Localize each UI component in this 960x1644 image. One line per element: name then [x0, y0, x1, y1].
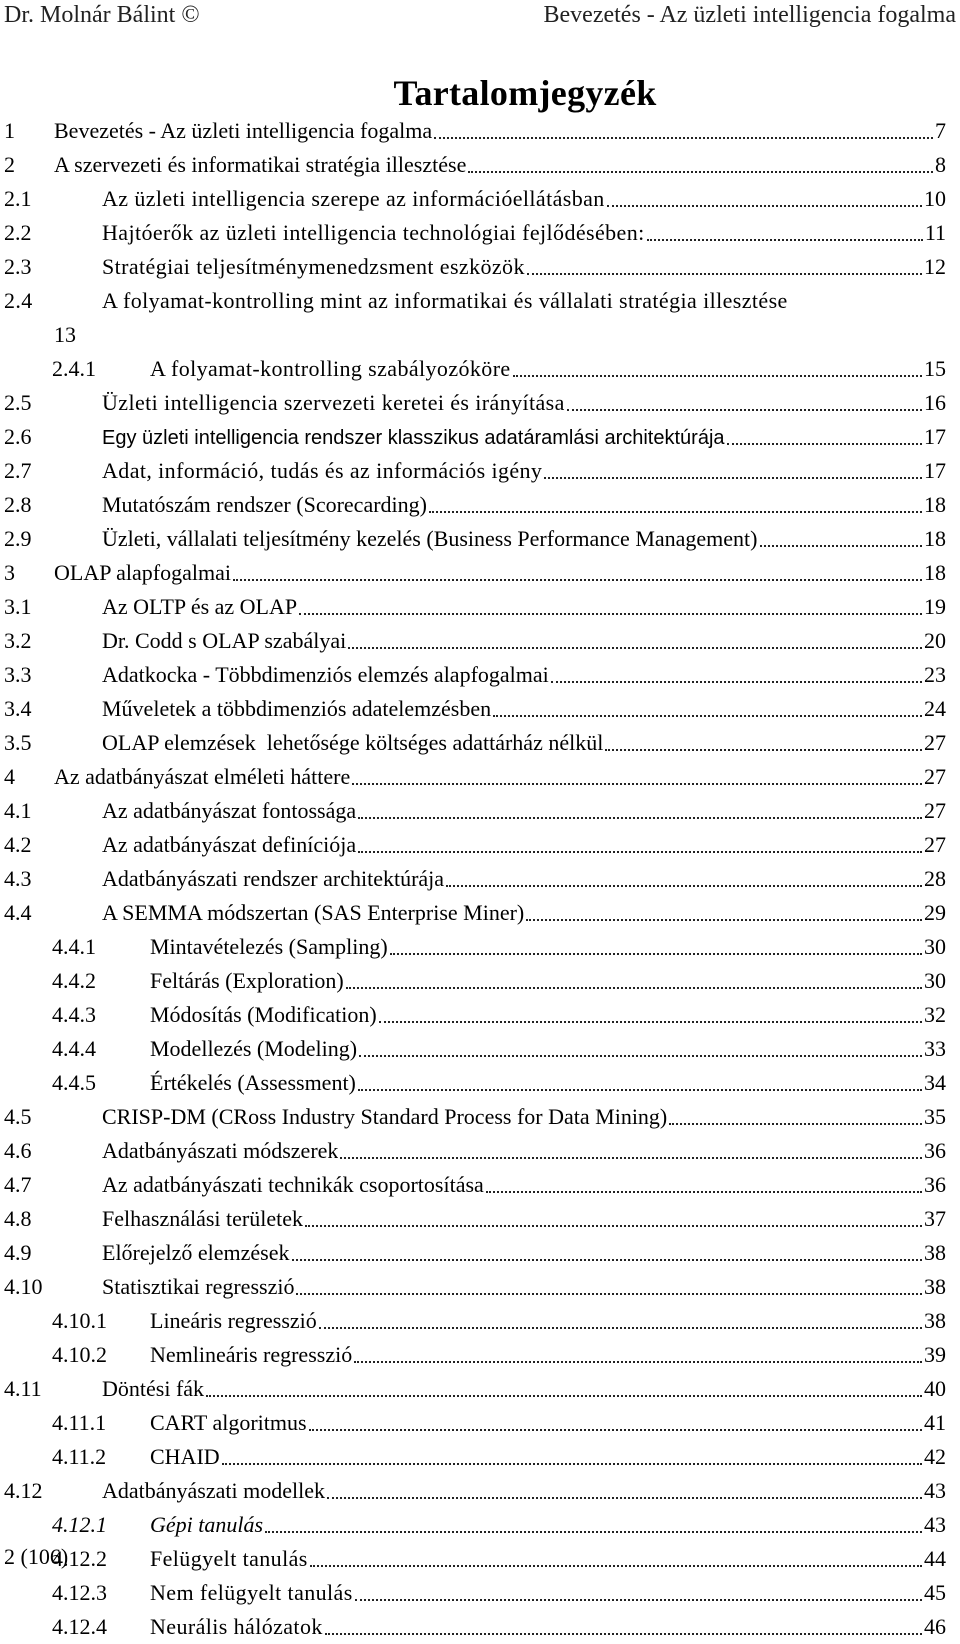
- toc-title: Az üzleti intelligencia szerepe az információellátásban: [102, 186, 605, 211]
- dot-leader: [727, 443, 922, 445]
- toc-title: Döntési fák: [102, 1376, 205, 1401]
- toc-number: 2.6: [4, 424, 32, 449]
- toc-entry[interactable]: [4, 964, 946, 998]
- toc-title: Mintavételezés (Sampling): [150, 934, 388, 959]
- toc-title: Dr. Codd s OLAP szabályai: [102, 628, 347, 653]
- toc-number: 4.12.3: [52, 1580, 107, 1605]
- dot-leader: [379, 1021, 922, 1023]
- toc-page: 40: [924, 1376, 946, 1401]
- toc-page: 34: [924, 1070, 946, 1095]
- dot-leader: [305, 1225, 922, 1227]
- toc-page: 24: [924, 696, 946, 721]
- toc-page: 7: [935, 118, 946, 143]
- toc-page: 27: [924, 764, 946, 789]
- toc-entry[interactable]: [4, 1338, 946, 1372]
- dot-leader: [292, 1259, 922, 1261]
- toc-title: CHAID: [150, 1444, 220, 1469]
- toc-title: Adat, információ, tudás és az információs igény: [102, 458, 543, 483]
- toc-number: 3.3: [4, 662, 32, 687]
- toc-entry[interactable]: [4, 148, 946, 182]
- dot-leader: [299, 613, 922, 615]
- toc-number: 4.10.1: [52, 1308, 107, 1333]
- toc-entry[interactable]: [4, 930, 946, 964]
- toc-entry[interactable]: [4, 1032, 946, 1066]
- toc-number: 4: [4, 764, 15, 789]
- toc-number: 4.1: [4, 798, 32, 823]
- dot-leader: [233, 579, 922, 581]
- toc-number: 2.4: [4, 288, 33, 313]
- toc-title: Nem felügyelt tanulás: [150, 1580, 353, 1605]
- toc-page: 43: [924, 1478, 946, 1503]
- toc-page: 19: [924, 594, 946, 619]
- toc-title: Neurális hálózatok: [150, 1614, 323, 1639]
- toc-number: 4.4: [4, 900, 32, 925]
- dot-leader: [222, 1463, 922, 1465]
- toc-page: 45: [924, 1580, 946, 1605]
- toc-entry[interactable]: [4, 1202, 946, 1236]
- toc-entry[interactable]: [4, 726, 946, 760]
- toc-number: 2.3: [4, 254, 32, 279]
- toc-title: Felhasználási területek: [102, 1206, 303, 1231]
- toc-number: 4.11.1: [52, 1410, 107, 1435]
- toc-number: 4.12.2: [52, 1546, 107, 1571]
- toc-number: 2.4.1: [52, 356, 96, 381]
- dot-leader: [513, 375, 922, 377]
- toc-entry[interactable]: [4, 284, 946, 352]
- toc-entry[interactable]: [4, 658, 946, 692]
- toc-page: 33: [924, 1036, 946, 1061]
- toc-entry[interactable]: [4, 1372, 946, 1406]
- toc-number: 4.12: [4, 1478, 43, 1503]
- toc-entry[interactable]: [4, 1134, 946, 1168]
- toc-number: 3: [4, 560, 15, 585]
- toc-page: 46: [924, 1614, 946, 1639]
- toc-entry[interactable]: [4, 862, 946, 896]
- toc-entry[interactable]: [4, 760, 946, 794]
- toc-entry[interactable]: [4, 114, 946, 148]
- toc-page: 38: [924, 1308, 946, 1333]
- toc-title: Lineáris regresszió: [150, 1308, 317, 1333]
- toc-title: A SEMMA módszertan (SAS Enterprise Miner): [102, 900, 525, 925]
- dot-leader: [359, 1055, 922, 1057]
- toc-entry[interactable]: [4, 828, 946, 862]
- toc-page: 28: [924, 866, 946, 891]
- toc-page: 43: [924, 1512, 946, 1537]
- toc-title: OLAP alapfogalmai: [54, 560, 231, 585]
- toc-number: 4.12.4: [52, 1614, 107, 1639]
- toc-title: Egy üzleti intelligencia rendszer klasszikus adatáramlási architektúrája: [102, 427, 725, 449]
- toc-page: 38: [924, 1240, 946, 1265]
- dot-leader: [358, 851, 922, 853]
- toc-page: 30: [924, 934, 946, 959]
- dot-leader: [527, 273, 922, 275]
- dot-leader: [486, 1191, 922, 1193]
- toc-number: 4.6: [4, 1138, 32, 1163]
- toc-page: 17: [924, 458, 946, 483]
- dot-leader: [265, 1531, 922, 1533]
- dot-leader: [309, 1429, 922, 1431]
- toc-page: 36: [924, 1172, 946, 1197]
- toc-number: 2.5: [4, 390, 32, 415]
- toc-title: Az adatbányászat elméleti háttere: [54, 764, 351, 789]
- toc-page: 23: [924, 662, 946, 687]
- toc-page: 41: [924, 1410, 946, 1435]
- toc-number: 4.4.5: [52, 1070, 96, 1095]
- toc-page: 15: [924, 356, 946, 381]
- toc-title: Nemlineáris regresszió: [150, 1342, 353, 1367]
- toc-page: 44: [924, 1546, 946, 1571]
- toc-number: 4.11.2: [52, 1444, 107, 1469]
- toc-page: 12: [924, 254, 946, 279]
- toc-number: 4.10.2: [52, 1342, 107, 1367]
- toc-entry[interactable]: [4, 488, 946, 522]
- running-header: [4, 2, 956, 29]
- toc-entry[interactable]: [4, 1168, 946, 1202]
- dot-leader: [206, 1395, 922, 1397]
- toc-number: 4.8: [4, 1206, 32, 1231]
- toc-entry[interactable]: [4, 522, 946, 556]
- dot-leader: [348, 647, 922, 649]
- toc-page: 18: [924, 560, 946, 585]
- toc-number: 4.4.1: [52, 934, 96, 959]
- toc-number: 2.9: [4, 526, 32, 551]
- toc-number: 2.1: [4, 186, 32, 211]
- toc-title: A folyamat-kontrolling mint az informatikai és vállalati stratégia illesztése: [102, 288, 788, 313]
- toc-number: 3.2: [4, 628, 32, 653]
- toc-entry[interactable]: [4, 1236, 946, 1270]
- toc-entry[interactable]: [4, 1508, 946, 1542]
- toc-number: 4.7: [4, 1172, 32, 1197]
- toc-title: Stratégiai teljesítménymenedzsment eszközök: [102, 254, 525, 279]
- toc-page: 32: [924, 1002, 946, 1027]
- toc-page: 27: [924, 798, 946, 823]
- dot-leader: [358, 817, 922, 819]
- toc-number: 3.5: [4, 730, 32, 755]
- dot-leader: [390, 953, 922, 955]
- toc-page: 18: [924, 492, 946, 517]
- toc-title: Hajtóerők az üzleti intelligencia technológiai fejlődésében:: [102, 220, 645, 245]
- toc-number: 4.11: [4, 1376, 42, 1401]
- toc-number: 2: [4, 152, 15, 177]
- toc-page: 42: [924, 1444, 946, 1469]
- toc-entry[interactable]: [4, 182, 946, 216]
- toc-page: 20: [924, 628, 946, 653]
- toc-page: 27: [924, 730, 946, 755]
- dot-leader: [319, 1327, 922, 1329]
- toc-number: 2.2: [4, 220, 32, 245]
- toc-number: 4.9: [4, 1240, 32, 1265]
- toc-page: 11: [924, 220, 946, 245]
- toc-entry[interactable]: [4, 1406, 946, 1440]
- toc-entry[interactable]: [4, 1542, 946, 1576]
- toc-entry[interactable]: [4, 624, 946, 658]
- dot-leader: [647, 239, 923, 241]
- toc-entry[interactable]: [4, 250, 946, 284]
- toc-title: Statisztikai regresszió: [102, 1274, 295, 1299]
- dot-leader: [352, 783, 922, 785]
- toc-title: Mutatószám rendszer (Scorecarding): [102, 492, 427, 517]
- toc-title: Üzleti, vállalati teljesítmény kezelés (Business Performance Management): [102, 526, 758, 551]
- toc-title: Adatkocka - Többdimenziós elemzés alapfogalmai: [102, 662, 549, 687]
- toc-page: 29: [924, 900, 946, 925]
- toc-page: 17: [924, 424, 946, 449]
- toc-title: Értékelés (Assessment): [150, 1070, 356, 1095]
- toc-title: Modellezés (Modeling): [150, 1036, 358, 1061]
- toc-page: 35: [924, 1104, 946, 1129]
- dot-leader: [567, 409, 922, 411]
- toc-entry[interactable]: [4, 896, 946, 930]
- header-author: Dr. Molnár Bálint ©: [4, 2, 200, 28]
- toc-number: 4.4.2: [52, 968, 96, 993]
- page-number-footer: 2 (106): [4, 1544, 69, 1569]
- toc-title: Az adatbányászat definíciója: [102, 832, 357, 857]
- toc-page: 10: [924, 186, 946, 211]
- toc-page: 13: [54, 322, 76, 347]
- toc-title: Adatbányászati rendszer architektúrája: [102, 866, 445, 891]
- toc-number: 4.4.4: [52, 1036, 96, 1061]
- toc-entry[interactable]: [4, 1100, 946, 1134]
- dot-leader: [355, 1599, 922, 1601]
- toc-number: 4.2: [4, 832, 32, 857]
- toc-title: Adatbányászati modellek: [102, 1478, 325, 1503]
- toc-number: 1: [4, 118, 15, 143]
- toc-title: Üzleti intelligencia szervezeti keretei és irányítása: [102, 390, 565, 415]
- dot-leader: [354, 1361, 922, 1363]
- dot-leader: [468, 171, 933, 173]
- dot-leader: [346, 987, 922, 989]
- toc-page: 27: [924, 832, 946, 857]
- dot-leader: [544, 477, 922, 479]
- toc-page: 8: [935, 152, 946, 177]
- toc-title: Felügyelt tanulás: [150, 1546, 308, 1571]
- toc-number: 4.10: [4, 1274, 43, 1299]
- toc-title: Feltárás (Exploration): [150, 968, 344, 993]
- toc-entry[interactable]: [4, 454, 946, 488]
- toc-entry[interactable]: [4, 420, 946, 454]
- toc-entry[interactable]: [4, 352, 946, 386]
- toc-entry[interactable]: [4, 1270, 946, 1304]
- toc-title: Gépi tanulás: [150, 1512, 264, 1537]
- toc-number: 4.5: [4, 1104, 32, 1129]
- dot-leader: [310, 1565, 922, 1567]
- dot-leader: [296, 1293, 922, 1295]
- toc-number: 3.4: [4, 696, 32, 721]
- toc-entry[interactable]: [4, 1474, 946, 1508]
- toc-number: 4.4.3: [52, 1002, 96, 1027]
- dot-leader: [669, 1123, 922, 1125]
- toc-title: Az adatbányászat fontossága: [102, 798, 357, 823]
- toc-page: 16: [924, 390, 946, 415]
- toc-entry[interactable]: [4, 1576, 946, 1610]
- toc-title: OLAP elemzések lehetősége költséges adattárház nélkül: [102, 730, 604, 755]
- toc-entry[interactable]: [4, 794, 946, 828]
- toc-page: 38: [924, 1274, 946, 1299]
- toc-number: 4.3: [4, 866, 32, 891]
- toc-entry[interactable]: [4, 1610, 946, 1644]
- toc-title: Bevezetés - Az üzleti intelligencia fogalma: [54, 118, 433, 143]
- toc-entry[interactable]: [4, 590, 946, 624]
- dot-leader: [493, 715, 922, 717]
- toc-entry[interactable]: [4, 386, 946, 420]
- toc-page: 37: [924, 1206, 946, 1231]
- dot-leader: [551, 681, 922, 683]
- dot-leader: [434, 137, 933, 139]
- toc-entry[interactable]: [4, 556, 946, 590]
- dot-leader: [429, 511, 922, 513]
- toc-number: 4.12.1: [52, 1512, 107, 1537]
- toc-page: 30: [924, 968, 946, 993]
- toc-number: 2.7: [4, 458, 32, 483]
- toc-entry[interactable]: [4, 1304, 946, 1338]
- page-title: Tartalomjegyzék: [393, 73, 657, 113]
- toc-title: CART algoritmus: [150, 1410, 307, 1435]
- dot-leader: [358, 1089, 922, 1091]
- toc-page: 39: [924, 1342, 946, 1367]
- toc-title: Adatbányászati módszerek: [102, 1138, 339, 1163]
- dot-leader: [325, 1633, 922, 1635]
- dot-leader: [327, 1497, 922, 1499]
- toc-title: Az adatbányászati technikák csoportosítása: [102, 1172, 484, 1197]
- header-running-title: Bevezetés - Az üzleti intelligencia fogalma: [543, 2, 956, 28]
- dot-leader: [526, 919, 922, 921]
- dot-leader: [605, 749, 922, 751]
- dot-leader: [607, 205, 922, 207]
- dot-leader: [446, 885, 922, 887]
- toc-page: 18: [924, 526, 946, 551]
- toc-title: A folyamat-kontrolling szabályozóköre: [150, 356, 511, 381]
- toc-title: Az OLTP és az OLAP: [102, 594, 298, 619]
- toc-entry[interactable]: [4, 692, 946, 726]
- toc-title: CRISP-DM (CRoss Industry Standard Process for Data Mining): [102, 1104, 668, 1129]
- dot-leader: [340, 1157, 922, 1159]
- toc-title: A szervezeti és informatikai stratégia illesztése: [54, 152, 467, 177]
- toc-page: 36: [924, 1138, 946, 1163]
- table-of-contents: [4, 114, 946, 1644]
- toc-entry[interactable]: [4, 1066, 946, 1100]
- toc-entry[interactable]: [4, 998, 946, 1032]
- toc-title: Műveletek a többdimenziós adatelemzésben: [102, 696, 492, 721]
- toc-entry[interactable]: [4, 1440, 946, 1474]
- toc-number: 3.1: [4, 594, 32, 619]
- toc-number: 2.8: [4, 492, 32, 517]
- dot-leader: [760, 545, 923, 547]
- toc-title: Előrejelző elemzések: [102, 1240, 290, 1265]
- toc-title: Módosítás (Modification): [150, 1002, 377, 1027]
- toc-entry[interactable]: [4, 216, 946, 250]
